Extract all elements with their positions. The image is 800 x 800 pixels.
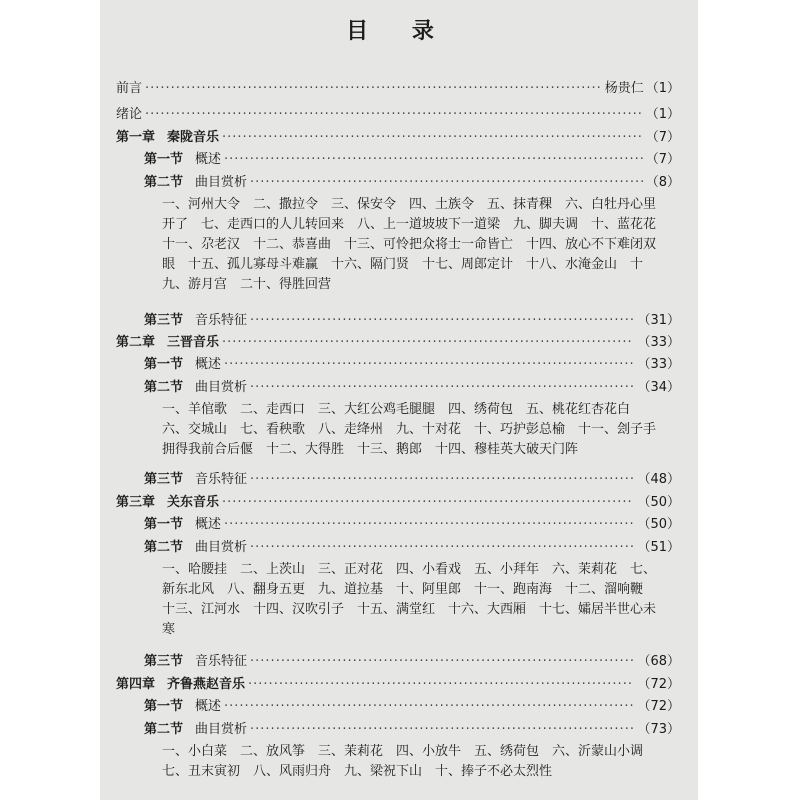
section-number: 第二节: [144, 380, 184, 395]
entry-page: （7）: [645, 130, 680, 145]
toc-section[interactable]: [144, 470, 680, 490]
dot-leader: [222, 493, 634, 513]
chapter-number: 第一章: [116, 130, 156, 145]
toc-chapter[interactable]: [116, 675, 680, 695]
dot-leader: [250, 652, 634, 672]
dot-leader: [250, 720, 634, 740]
song-list: 一、哈腰挂 二、上茨山 三、正对花 四、小看戏 五、小拜年 六、茉莉花 七、新东北风 八、翻身五更 九、道拉基 十、阿里郎 十一、跑南海 十二、溜响鞭 十三、江河水 十四、汉吹引子 十五、满堂红 十六、大西厢 十七、孀居半世心未寒: [162, 562, 657, 637]
entry-label: 概述: [195, 357, 222, 372]
entry-page: （68）: [637, 654, 680, 669]
section-number: 第一节: [144, 699, 184, 714]
entry-label: 关东音乐: [167, 495, 220, 510]
dot-leader: [250, 311, 634, 331]
dot-leader: [224, 355, 634, 375]
entry-page: （72）: [637, 677, 680, 692]
dot-leader: [250, 378, 634, 398]
entry-page: （51）: [637, 540, 680, 555]
toc-section[interactable]: [144, 311, 680, 331]
entry-label: 概述: [195, 517, 222, 532]
entry-page: （50）: [637, 495, 680, 510]
entry-label: 三晋音乐: [167, 335, 220, 350]
section-number: 第二节: [144, 722, 184, 737]
toc-section[interactable]: [144, 515, 680, 535]
chapter-number: 第四章: [116, 677, 156, 692]
entry-label: 音乐特征: [195, 313, 248, 328]
entry-page: （73）: [637, 722, 680, 737]
toc-section[interactable]: [144, 378, 680, 398]
song-list: 一、小白菜 二、放风筝 三、茉莉花 四、小放牛 五、绣荷包 六、沂蒙山小调 七、丑末寅初 八、风雨归舟 九、梁祝下山 十、捧子不必太烈性: [162, 744, 657, 779]
song-list: 一、羊倌歌 二、走西口 三、大红公鸡毛腿腿 四、绣荷包 五、桃花红杏花白 六、交城山 七、看秧歌 八、走绛州 九、十对花 十、巧护彭总榆 十一、刽子手拥得我前合后偃 十二、大得胜 十三、鹅郎 十四、穆桂英大破天门阵: [162, 402, 657, 457]
entry-label: 音乐特征: [195, 472, 248, 487]
toc-chapter[interactable]: [116, 493, 680, 513]
entry-page: （48）: [637, 472, 680, 487]
dot-leader: [250, 173, 643, 193]
page-title: 目 录: [346, 19, 452, 44]
entry-label: 曲目赏析: [195, 722, 248, 737]
entry-label: 概述: [195, 699, 222, 714]
dot-leader: [222, 128, 643, 148]
toc-section[interactable]: [144, 173, 680, 193]
dot-leader: [145, 79, 602, 99]
entry-page: （33）: [637, 335, 680, 350]
section-number: 第三节: [144, 313, 184, 328]
toc-entry-preface[interactable]: [116, 79, 680, 99]
entry-page: （31）: [637, 313, 680, 328]
section-number: 第三节: [144, 654, 184, 669]
entry-label: 前言: [116, 81, 143, 96]
entry-page: （1）: [645, 81, 680, 96]
entry-label: 齐鲁燕赵音乐: [167, 677, 246, 692]
entry-label: 曲目赏析: [195, 540, 248, 555]
chapter-number: 第三章: [116, 495, 156, 510]
toc-chapter[interactable]: [116, 128, 680, 148]
toc-entry-introduction[interactable]: [116, 105, 680, 125]
entry-label: 概述: [195, 152, 222, 167]
toc-section[interactable]: [144, 720, 680, 740]
section-number: 第一节: [144, 152, 184, 167]
chapter-number: 第二章: [116, 335, 156, 350]
dot-leader: [224, 697, 634, 717]
dot-leader: [250, 538, 634, 558]
entry-label: 绪论: [116, 107, 143, 122]
song-list: 一、河州大令 二、撒拉令 三、保安令 四、土族令 五、抹青稞 六、白牡丹心里开了 七、走西口的人儿转回来 八、上一道坡坡下一道梁 九、脚夫调 十、蓝花花 十一、尕老汉 十二、恭喜曲 十三、可怜把众将士一命皆亡 十四、放心不下难闭双眼 十五、孤儿寡母斗难赢 十六、隔门贤 十七、周郎定计 十八、水淹金山 十九、游月宫 二十、得胜回营: [162, 197, 670, 292]
entry-page: （72）: [637, 699, 680, 714]
entry-page: （33）: [637, 357, 680, 372]
dot-leader: [145, 105, 643, 125]
dot-leader: [248, 675, 634, 695]
toc-chapter[interactable]: [116, 333, 680, 353]
section-number: 第三节: [144, 472, 184, 487]
entry-page: （8）: [645, 175, 680, 190]
section-number: 第二节: [144, 175, 184, 190]
entry-page: （7）: [645, 152, 680, 167]
entry-author: 杨贵仁: [604, 81, 644, 96]
entry-page: （50）: [637, 517, 680, 532]
entry-label: 曲目赏析: [195, 175, 248, 190]
toc-section[interactable]: [144, 697, 680, 717]
toc-section[interactable]: [144, 150, 680, 170]
section-number: 第一节: [144, 357, 184, 372]
dot-leader: [224, 515, 634, 535]
section-number: 第一节: [144, 517, 184, 532]
entry-page: （1）: [645, 107, 680, 122]
entry-page: （34）: [637, 380, 680, 395]
entry-label: 曲目赏析: [195, 380, 248, 395]
entry-label: 秦陇音乐: [167, 130, 220, 145]
section-number: 第二节: [144, 540, 184, 555]
entry-label: 音乐特征: [195, 654, 248, 669]
toc-page: [100, 0, 698, 800]
toc-section[interactable]: [144, 652, 680, 672]
dot-leader: [222, 333, 634, 353]
dot-leader: [250, 470, 634, 490]
toc-section[interactable]: [144, 355, 680, 375]
toc-section[interactable]: [144, 538, 680, 558]
dot-leader: [224, 150, 643, 170]
